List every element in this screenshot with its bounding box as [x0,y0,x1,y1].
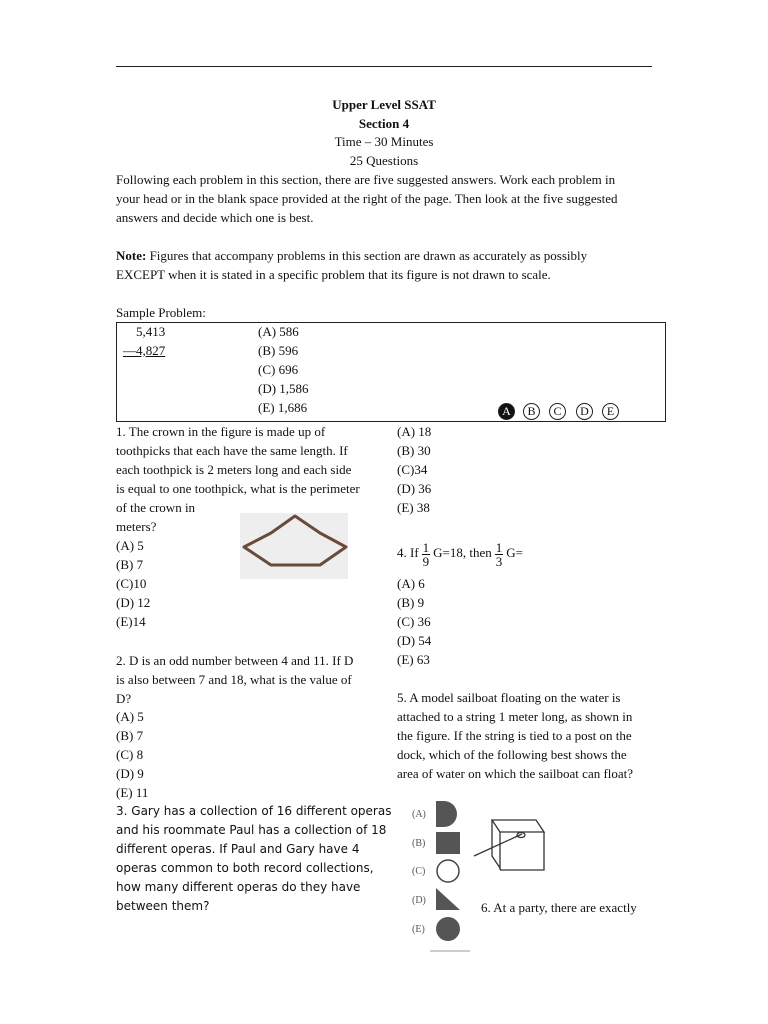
q5-text-line: 5. A model sailboat floating on the water is [397,690,621,705]
q1-choice: (D) 12 [116,595,151,610]
option-e-shape [436,917,460,941]
note-text: Figures that accompany problems in this section are drawn as accurately as possibly [149,248,588,263]
fraction-denominator: 3 [495,553,503,569]
q1-text-line: is equal to one toothpick, what is the perimeter [116,481,360,496]
q5-option-label: (A) [412,809,426,820]
q1-text-line: meters? [116,519,157,534]
q6-text: 6. At a party, there are exactly [481,900,637,915]
option-c-shape [437,860,459,882]
q1-text-line: 1. The crown in the figure is made up of [116,424,326,439]
intro-line: your head or in the blank space provided at the right of the page. Then look at the five suggested [116,191,618,206]
q3-text-line: between them? [116,899,210,913]
q5-option-label: (B) [412,838,426,849]
exam-title: Upper Level SSAT [332,97,436,112]
sample-choice: (A) 586 [258,324,299,339]
q2-choice: (E) 11 [116,785,149,800]
answer-bubble-c: C [549,403,566,420]
q4-choice: (E) 63 [397,652,430,667]
q2-text-line: is also between 7 and 18, what is the value of [116,672,352,687]
q1-text-line: each toothpick is 2 meters long and each side [116,462,352,477]
note-line: EXCEPT when it is stated in a specific problem that its figure is not drawn to scale. [116,267,551,282]
q3-text-line: how many different operas do they have [116,880,361,894]
q5-option-label: (C) [412,866,426,877]
q4-middle: G=18, then [433,545,492,560]
q4-question [397,536,523,570]
q1-text-line: of the crown in [116,500,196,515]
q2-choice: (C) 8 [116,747,144,762]
sample-choice: (E) 1,686 [258,400,308,415]
q3-text-line: 3. Gary has a collection of 16 different operas [116,804,392,818]
fraction-denominator: 9 [422,553,430,569]
top-rule [116,66,652,67]
q5-text-line: the figure. If the string is tied to a post on the [397,728,632,743]
sample-bottom-number: —4,827 [123,343,166,358]
answer-bubble-b: B [523,403,540,420]
q5-option-label: (D) [412,895,426,906]
fraction-numerator: 1 [495,539,503,555]
time-limit: Time – 30 Minutes [334,134,434,149]
q3-text-line: operas common to both record collections, [116,861,374,875]
q4-suffix: G= [506,545,524,560]
q4-prefix: 4. If [397,545,419,560]
q2-text-line: D? [116,691,132,706]
q5-text-line: area of water on which the sailboat can float? [397,766,634,781]
q5-text-line: dock, which of the following best shows the [397,747,627,762]
answer-bubble-d: D [576,403,593,420]
note-label: Note: [116,248,147,263]
q3-text-line: and his roommate Paul has a collection of 18 [116,823,387,837]
q2-choice: (B) 7 [116,728,144,743]
q2-choice: (A) 5 [116,709,144,724]
q3-text-line: different operas. If Paul and Gary have 4 [116,842,360,856]
q1-choice: (B) 7 [116,557,144,572]
intro-line: answers and decide which one is best. [116,210,314,225]
answer-bubble-a: A [498,403,515,420]
section-title: Section 4 [358,116,410,131]
sample-label: Sample Problem: [116,305,206,320]
option-d-shape [436,888,460,910]
q3-choice: (B) 30 [397,443,431,458]
sample-top-number: 5,413 [136,324,166,339]
sailboat-figure [430,798,560,953]
intro-line: Following each problem in this section, there are five suggested answers. Work each problem in [116,172,616,187]
q1-choice: (C)10 [116,576,147,591]
q4-choice: (A) 6 [397,576,425,591]
dock-diagram [474,820,544,870]
q5-option-label: (E) [412,924,425,935]
q5-text-line: attached to a string 1 meter long, as shown in [397,709,633,724]
sample-choice: (B) 596 [258,343,299,358]
q3-choice: (C)34 [397,462,428,477]
option-a-shape [436,801,457,827]
q1-text-line: toothpicks that each have the same length. If [116,443,348,458]
q1-choice: (E)14 [116,614,146,629]
answer-bubble-e: E [602,403,619,420]
crown-figure [240,513,348,579]
question-count: 25 Questions [349,153,419,168]
q4-choice: (B) 9 [397,595,425,610]
fraction-one-third [495,541,504,568]
q2-text-line: 2. D is an odd number between 4 and 11. If D [116,653,354,668]
sample-choice: (D) 1,586 [258,381,309,396]
q3-choice: (A) 18 [397,424,432,439]
option-b-shape [436,832,460,854]
fraction-numerator: 1 [422,539,430,555]
q1-choice: (A) 5 [116,538,144,553]
sample-choice: (C) 696 [258,362,299,377]
q3-choice: (D) 36 [397,481,432,496]
note-line [116,246,587,265]
q4-choice: (D) 54 [397,633,432,648]
q2-choice: (D) 9 [116,766,144,781]
q4-choice: (C) 36 [397,614,431,629]
q3-choice: (E) 38 [397,500,430,515]
fraction-one-ninth [422,541,431,568]
